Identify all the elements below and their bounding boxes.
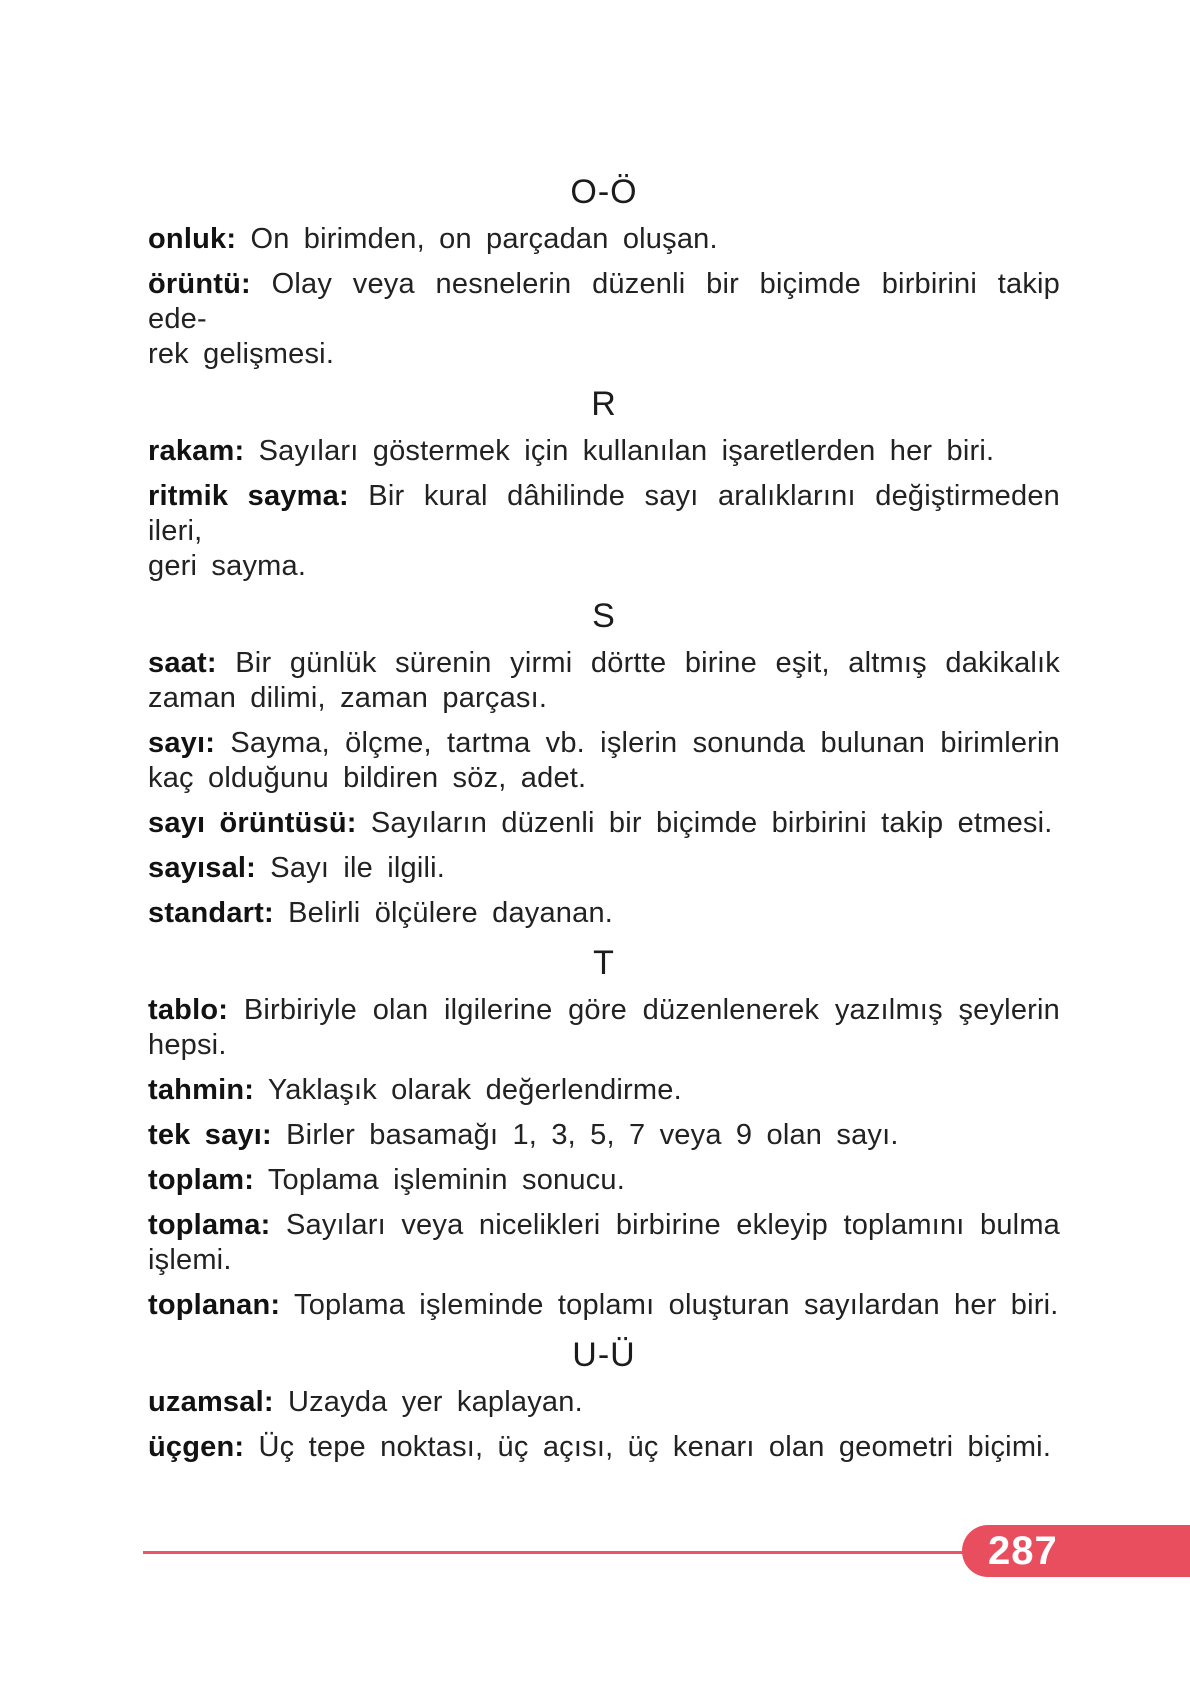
term-label: standart: xyxy=(148,897,274,929)
term-label: uzamsal: xyxy=(148,1386,274,1418)
term-label: sayı: xyxy=(148,727,216,759)
term-label: ritmik sayma: xyxy=(148,480,349,512)
definition-line: hepsi. xyxy=(148,1029,227,1061)
section-heading-r: R xyxy=(591,385,617,423)
definition-line: Bir kural dâhilinde sayı aralıklarını değiştirmeden ileri, xyxy=(148,480,1060,547)
term-label: toplama: xyxy=(148,1209,271,1241)
definition-line: Belirli ölçülere dayanan. xyxy=(288,897,614,929)
definition-line: Toplama işleminin sonucu. xyxy=(267,1164,625,1196)
definition-line: Üç tepe noktası, üç açısı, üç kenarı olan geometri biçimi. xyxy=(258,1431,1052,1463)
term-label: sayı örüntüsü: xyxy=(148,807,357,839)
term-label: rakam: xyxy=(148,435,245,467)
glossary-entry-ucgen xyxy=(148,1430,1060,1465)
term-label: sayısal: xyxy=(148,852,257,884)
glossary-entry-tek-sayi xyxy=(148,1118,1060,1153)
glossary-entry-standart xyxy=(148,896,1060,931)
definition-line: Sayı ile ilgili. xyxy=(270,852,446,884)
glossary-entry-tablo xyxy=(148,993,1060,1063)
section-heading-t: T xyxy=(593,944,615,982)
glossary-entry-ritmik-sayma xyxy=(148,479,1060,584)
definition-line: Yaklaşık olarak değerlendirme. xyxy=(267,1074,682,1106)
term-label: üçgen: xyxy=(148,1431,245,1463)
term-label: tek sayı: xyxy=(148,1119,272,1151)
glossary-entry-onluk xyxy=(148,222,1060,257)
definition-line: Uzayda yer kaplayan. xyxy=(287,1386,583,1418)
page-number: 287 xyxy=(988,1528,1058,1573)
definition-line: Birbiriyle olan ilgilerine göre düzenlenerek yazılmış şeylerin xyxy=(243,994,1060,1026)
glossary-entry-sayisal xyxy=(148,851,1060,886)
glossary-entry-toplam xyxy=(148,1163,1060,1198)
glossary-entry-oruntu xyxy=(148,267,1060,372)
definition-line: Olay veya nesnelerin düzenli bir biçimde birbirini takip ede- xyxy=(148,268,1060,335)
glossary-entry-toplanan xyxy=(148,1288,1060,1323)
definition-line: geri sayma. xyxy=(148,550,307,582)
term-label: tablo: xyxy=(148,994,229,1026)
definition-line: rek gelişmesi. xyxy=(148,338,335,370)
glossary-entry-sayi-oruntusu xyxy=(148,806,1060,841)
definition-line: Sayıların düzenli bir biçimde birbirini takip etmesi. xyxy=(370,807,1053,839)
glossary-entry-uzamsal xyxy=(148,1385,1060,1420)
definition-line: Toplama işleminde toplamı oluşturan sayılardan her biri. xyxy=(294,1289,1059,1321)
definition-line: Sayıları göstermek için kullanılan işaretlerden her biri. xyxy=(258,435,995,467)
definition-line: Sayma, ölçme, tartma vb. işlerin sonunda bulunan birimlerin xyxy=(230,727,1061,759)
glossary-content xyxy=(148,168,1060,1475)
definition-line: Birler basamağı 1, 3, 5, 7 veya 9 olan sayı. xyxy=(286,1119,899,1151)
term-label: toplam: xyxy=(148,1164,255,1196)
glossary-entry-toplama xyxy=(148,1208,1060,1278)
section-heading-s: S xyxy=(592,597,616,635)
page-number-badge xyxy=(962,1525,1190,1577)
definition-line: Sayıları veya nicelikleri birbirine ekleyip toplamını bulma xyxy=(285,1209,1061,1241)
definition-line: On birimden, on parçadan oluşan. xyxy=(250,223,718,255)
section-heading-u-ue: U-Ü xyxy=(572,1336,636,1374)
term-label: örüntü: xyxy=(148,268,251,300)
definition-line: zaman dilimi, zaman parçası. xyxy=(148,682,548,714)
glossary-entry-tahmin xyxy=(148,1073,1060,1108)
term-label: onluk: xyxy=(148,223,237,255)
term-label: tahmin: xyxy=(148,1074,255,1106)
definition-line: Bir günlük sürenin yirmi dörtte birine eşit, altmış dakikalık xyxy=(235,647,1060,679)
definition-line: işlemi. xyxy=(148,1244,232,1276)
glossary-entry-sayi xyxy=(148,726,1060,796)
term-label: saat: xyxy=(148,647,217,679)
footer-rule xyxy=(143,1551,971,1554)
glossary-entry-saat xyxy=(148,646,1060,716)
definition-line: kaç olduğunu bildiren söz, adet. xyxy=(148,762,587,794)
glossary-entry-rakam xyxy=(148,434,1060,469)
section-heading-o-oe: O-Ö xyxy=(570,173,638,211)
term-label: toplanan: xyxy=(148,1289,281,1321)
